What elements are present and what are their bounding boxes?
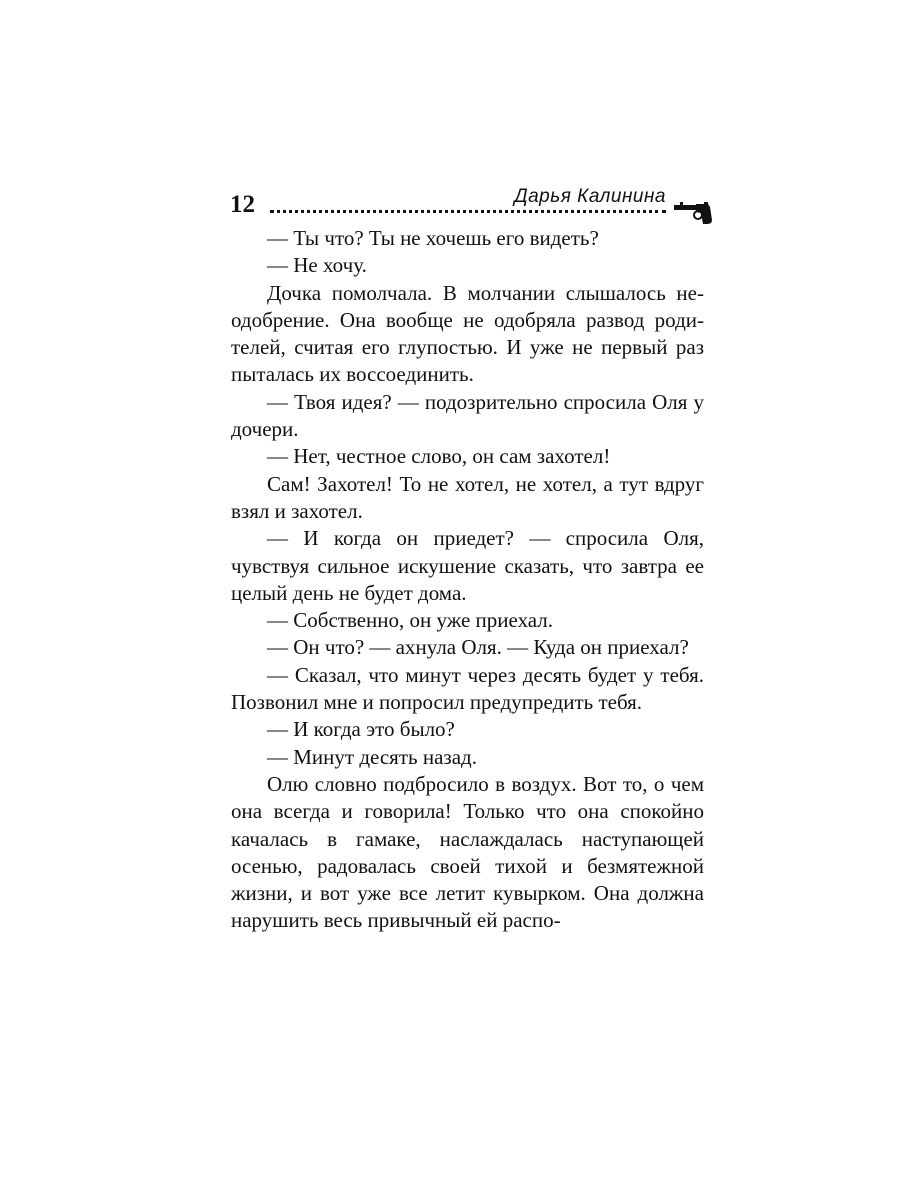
paragraph: — Ты что? Ты не хочешь его видеть? [267,226,599,250]
page-number: 12 [230,191,255,218]
running-title: Дарья Калинина [510,186,666,208]
page-header [230,186,716,230]
paragraph: — Нет, честное слово, он сам захотел! [267,444,611,469]
paragraph: — Он что? — ахнула Оля. — Куда он приехал? [267,635,689,660]
paragraph: — И когда это было? [267,717,455,742]
paragraph: — Твоя идея? — подозрительно спросила Оля у дочери. [231,389,704,442]
body-text [231,225,704,935]
paragraph: Сам! Захотел! То не хотел, не хотел, а тут вдруг взял и захотел. [231,471,704,523]
revolver-icon [674,200,716,226]
paragraph: Олю словно подбросило в воздух. Вот то, о чем она всегда и говорила! Только что она спокойно качалась в гамаке, наслаждалась наступающей осенью, радовалась своей тихой и безмятежной жизни, и вот уже все летит кувырком. Она должна нарушить весь привычный ей распо- [231,771,704,933]
paragraph: — И когда он приедет? — спросила Оля, чувствуя сильное искушение сказать, что завтра ее целый день не будет дома. [231,526,704,605]
paragraph: Дочка помолчала. В молчании слышалось неодобрение. Она вообще не одобряла развод родителей, считая его глупостью. И уже не первый раз пыталась их воссоединить. [231,280,704,387]
paragraph: — Сказал, что минут через десять будет у тебя. Позвонил мне и попросил предупредить тебя. [231,662,704,715]
paragraph: — Минут десять назад. [267,744,477,769]
paragraph: — Не хочу. [267,253,367,278]
paragraph: — Собственно, он уже приехал. [267,608,554,633]
dotted-leader [270,210,666,213]
